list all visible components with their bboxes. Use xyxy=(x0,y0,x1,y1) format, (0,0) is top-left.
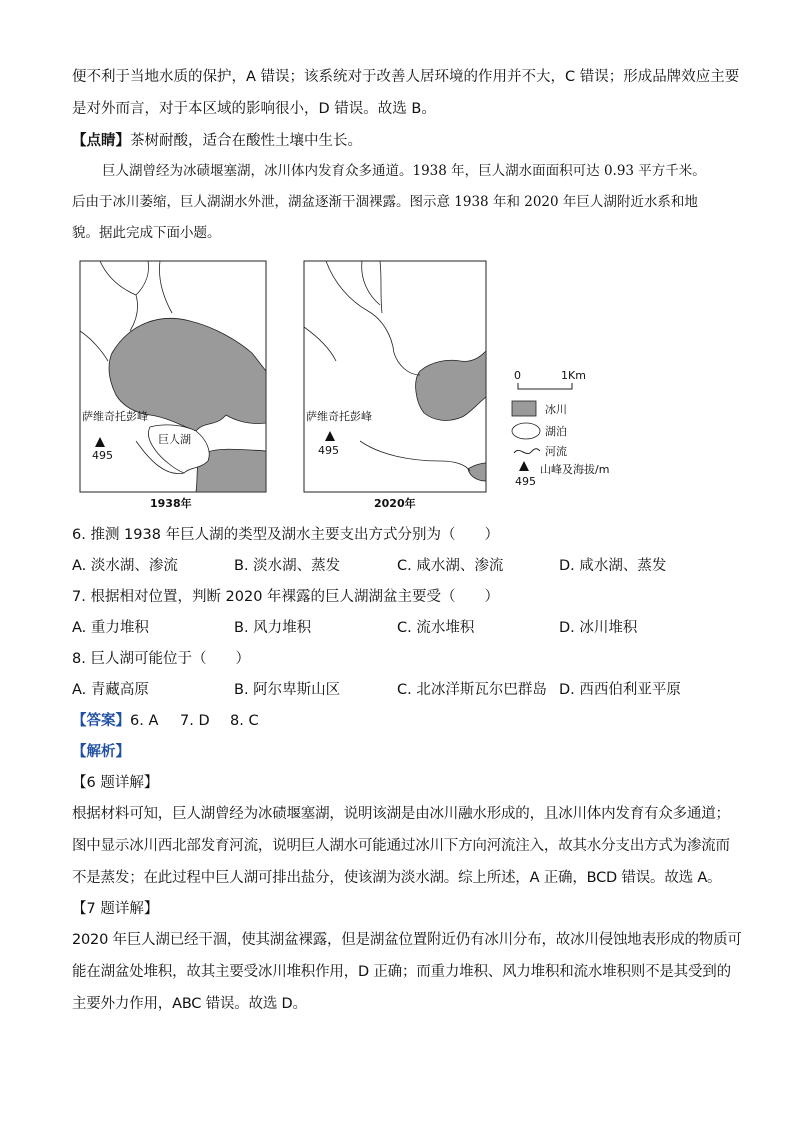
answer-6: 6. A xyxy=(130,713,159,729)
continued-text-line-2: 是对外而言，对于本区域的影响很小，D 错误。故选 B。 xyxy=(72,101,436,117)
legend-lake-label: 湖泊 xyxy=(545,425,567,438)
peak-name-2020: 萨维奇托彭峰 xyxy=(306,410,372,423)
detail-6-line-1: 根据材料可知，巨人湖曾经为冰碛堰塞湖，说明该湖是由冰川融水形成的，且冰川体内发育有众多通道； xyxy=(72,806,730,822)
question-7-option-d: D. 冰川堆积 xyxy=(559,620,638,636)
analysis-label: 【解析】 xyxy=(72,744,130,760)
question-7-option-b: B. 风力堆积 xyxy=(234,620,312,636)
map-2020 xyxy=(304,261,486,510)
scale-bar xyxy=(514,369,586,389)
legend-glacier-swatch xyxy=(512,401,536,416)
map-1938 xyxy=(80,261,266,510)
question-6-option-d: D. 咸水湖、蒸发 xyxy=(559,558,667,574)
stem-line-3: 貌。据此完成下面小题。 xyxy=(72,225,221,241)
tip-label: 【点睛】 xyxy=(72,133,130,149)
detail-7-line-1: 2020 年巨人湖已经干涸，使其湖盆裸露，但是湖盆位置附近仍有冰川分布，故冰川侵蚀地表形成的物质可 xyxy=(72,932,742,948)
caption-2020: 2020年 xyxy=(374,497,416,510)
question-6-option-b: B. 淡水湖、蒸发 xyxy=(234,558,341,574)
peak-triangle-icon xyxy=(519,461,529,471)
stem-line-2: 后由于冰川萎缩，巨人湖湖水外泄，湖盆逐渐干涸裸露。图示意 1938 年和 2020 年巨人湖附近水系和地 xyxy=(72,194,698,210)
map-legend xyxy=(512,401,609,488)
question-8-stem: 8. 巨人湖可能位于（ ） xyxy=(72,651,250,667)
answer-label: 【答案】 xyxy=(72,713,130,729)
detail-6-line-3: 不是蒸发；在此过程中巨人湖可排出盐分，使该湖为淡水湖。综上所述，A 正确，BCD 错误。故选 A。 xyxy=(72,870,722,886)
continued-text-line-1: 便不利于当地水质的保护，A 错误；该系统对于改善人居环境的作用并不大，C 错误；形成品牌效应主要 xyxy=(72,69,740,85)
question-6-stem: 6. 推测 1938 年巨人湖的类型及湖水主要支出方式分别为（ ） xyxy=(72,527,500,543)
peak-name-1938: 萨维奇托彭峰 xyxy=(82,410,148,423)
question-8-option-d: D. 西西伯利亚平原 xyxy=(559,682,681,698)
peak-elev-1938: 495 xyxy=(92,449,113,462)
question-7-stem: 7. 根据相对位置，判断 2020 年裸露的巨人湖湖盆主要受（ ） xyxy=(72,589,500,605)
scale-zero: 0 xyxy=(514,369,521,382)
question-8-option-c: C. 北冰洋斯瓦尔巴群岛 xyxy=(397,682,547,698)
lake-maps-figure xyxy=(0,255,794,515)
answer-8: 8. C xyxy=(230,713,259,729)
tip-text: 茶树耐酸，适合在酸性土壤中生长。 xyxy=(130,133,362,149)
legend-river-swatch xyxy=(514,449,540,454)
question-8-option-b: B. 阿尔卑斯山区 xyxy=(234,682,341,698)
legend-lake-swatch xyxy=(512,423,540,439)
legend-peak-elev: 495 xyxy=(515,475,536,488)
question-8-option-a: A. 青藏高原 xyxy=(72,682,149,698)
detail-6-line-2: 图中显示冰川西北部发育河流，说明巨人湖水可能通过冰川下方向河流注入，故其水分支出方式为渗流而 xyxy=(72,838,730,854)
legend-peak-label: 山峰及海拔/m xyxy=(540,463,610,476)
answer-block xyxy=(72,710,259,732)
question-7-option-c: C. 流水堆积 xyxy=(397,620,475,636)
tip-block xyxy=(72,130,722,152)
peak-elev-2020: 495 xyxy=(318,444,339,457)
detail-6-label: 【6 题详解】 xyxy=(72,775,159,791)
detail-7-line-3: 主要外力作用，ABC 错误。故选 D。 xyxy=(72,996,307,1012)
legend-river-label: 河流 xyxy=(545,445,567,458)
detail-7-label: 【7 题详解】 xyxy=(72,901,159,917)
question-7-option-a: A. 重力堆积 xyxy=(72,620,149,636)
question-6-option-a: A. 淡水湖、渗流 xyxy=(72,558,178,574)
question-6-option-c: C. 咸水湖、渗流 xyxy=(397,558,504,574)
lake-label: 巨人湖 xyxy=(158,433,191,446)
scale-dist: 1Km xyxy=(561,369,586,382)
caption-1938: 1938年 xyxy=(150,497,192,510)
detail-7-line-2: 能在湖盆处堆积，故其主要受冰川堆积作用，D 正确；而重力堆积、风力堆积和流水堆积则不是其受到的 xyxy=(72,964,731,980)
answer-7: 7. D xyxy=(180,713,210,729)
legend-glacier-label: 冰川 xyxy=(545,403,567,416)
stem-line-1: 巨人湖曾经为冰碛堰塞湖，冰川体内发育众多通道。1938 年，巨人湖水面面积可达 0.93 平方千米。 xyxy=(102,163,706,179)
